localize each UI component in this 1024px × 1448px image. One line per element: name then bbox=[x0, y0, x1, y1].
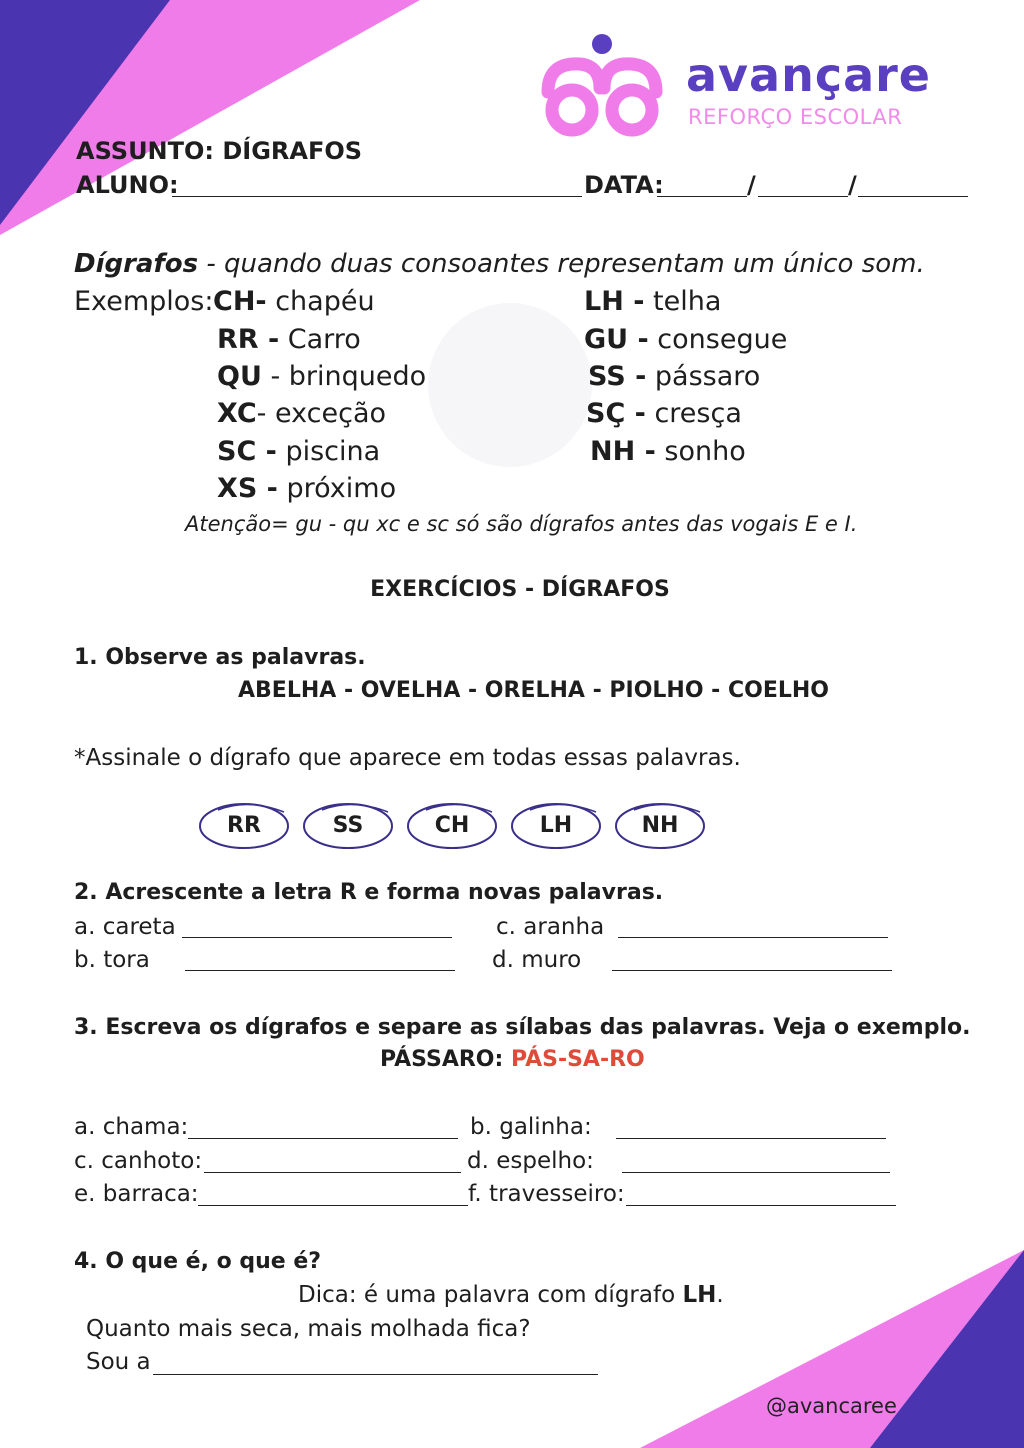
q3-item-d: d. espelho: bbox=[467, 1148, 594, 1174]
date-month-field[interactable] bbox=[758, 196, 848, 197]
example-left-3: QU - brinquedo bbox=[217, 361, 427, 392]
q3-item-b: b. galinha: bbox=[470, 1114, 592, 1140]
q2-item-b: b. tora bbox=[74, 947, 150, 973]
brand-tagline: REFORÇO ESCOLAR bbox=[688, 105, 903, 129]
q2-answer-b[interactable] bbox=[185, 970, 455, 971]
example-left-6: XS - próximo bbox=[217, 473, 397, 504]
date-slash-1: / bbox=[747, 171, 756, 199]
example-right-1: LH - telha bbox=[584, 286, 722, 317]
attention-note: Atenção= gu - qu xc e sc só são dígrafos antes das vogais E e I. bbox=[185, 512, 858, 536]
example-right-5: NH - sonho bbox=[590, 436, 746, 467]
q3-example-word: PÁSSARO: bbox=[380, 1047, 511, 1072]
example-left-5: SC - piscina bbox=[217, 436, 381, 467]
exercises-title: EXERCÍCIOS - DÍGRAFOS bbox=[370, 577, 670, 602]
q3-answer-b[interactable] bbox=[616, 1138, 886, 1139]
q1-words: ABELHA - OVELHA - ORELHA - PIOLHO - COELHO bbox=[238, 678, 829, 703]
example-left-4: XC- exceção bbox=[217, 398, 387, 429]
q3-item-f: f. travesseiro: bbox=[468, 1181, 625, 1207]
examples-label: Exemplos: bbox=[74, 286, 214, 317]
q3-item-a: a. chama: bbox=[74, 1114, 189, 1140]
option-ch[interactable]: CH bbox=[406, 800, 498, 850]
q3-title: 3. Escreva os dígrafos e separe as sílabas das palavras. Veja o exemplo. bbox=[74, 1015, 971, 1040]
logo-mark bbox=[540, 32, 665, 137]
q4-hint: Dica: é uma palavra com dígrafo LH. bbox=[298, 1282, 724, 1308]
definition-text: - quando duas consoantes representam um único som. bbox=[198, 249, 925, 279]
social-handle: @avancaree bbox=[766, 1394, 897, 1418]
date-year-field[interactable] bbox=[858, 196, 968, 197]
example-left-1: CH- chapéu bbox=[213, 286, 375, 317]
definition-term: Dígrafos bbox=[74, 249, 199, 279]
date-slash-2: / bbox=[848, 171, 857, 199]
q3-answer-a[interactable] bbox=[188, 1138, 458, 1139]
q3-example bbox=[380, 1047, 645, 1072]
q2-answer-c[interactable] bbox=[618, 937, 888, 938]
date-day-field[interactable] bbox=[657, 196, 747, 197]
example-right-2: GU - consegue bbox=[584, 324, 788, 355]
q4-answer-label: Sou a bbox=[86, 1349, 151, 1375]
q3-answer-f[interactable] bbox=[626, 1205, 896, 1206]
student-label: ALUNO: bbox=[76, 171, 179, 199]
q2-answer-a[interactable] bbox=[182, 937, 452, 938]
q3-example-answer: PÁS-SA-RO bbox=[510, 1047, 645, 1072]
option-nh[interactable]: NH bbox=[614, 800, 706, 850]
q3-item-c: c. canhoto: bbox=[74, 1148, 203, 1174]
option-ss[interactable]: SS bbox=[302, 800, 394, 850]
q2-answer-d[interactable] bbox=[612, 970, 892, 971]
q2-item-a: a. careta bbox=[74, 914, 176, 940]
faint-watermark-circle bbox=[428, 303, 592, 467]
date-label: DATA: bbox=[584, 171, 664, 199]
q2-title: 2. Acrescente a letra R e forma novas palavras. bbox=[74, 880, 664, 905]
q3-answer-d[interactable] bbox=[622, 1172, 890, 1173]
student-name-field[interactable] bbox=[172, 196, 582, 197]
q3-answer-c[interactable] bbox=[204, 1172, 461, 1173]
q1-instruction: *Assinale o dígrafo que aparece em todas essas palavras. bbox=[74, 745, 741, 771]
q3-item-e: e. barraca: bbox=[74, 1181, 199, 1207]
option-lh[interactable]: LH bbox=[510, 800, 602, 850]
q4-riddle: Quanto mais seca, mais molhada fica? bbox=[86, 1316, 531, 1342]
q1-title: 1. Observe as palavras. bbox=[74, 645, 366, 670]
example-right-4: SÇ - cresça bbox=[586, 398, 742, 429]
q4-answer-field[interactable] bbox=[153, 1374, 598, 1375]
example-right-3: SS - pássaro bbox=[588, 361, 761, 392]
q3-answer-e[interactable] bbox=[198, 1205, 468, 1206]
brand-name: avançare bbox=[686, 48, 932, 102]
q2-item-c: c. aranha bbox=[496, 914, 605, 940]
subject-title: ASSUNTO: DÍGRAFOS bbox=[76, 137, 363, 165]
q2-item-d: d. muro bbox=[492, 947, 582, 973]
q4-title: 4. O que é, o que é? bbox=[74, 1249, 322, 1274]
definition-line bbox=[74, 249, 925, 279]
option-rr[interactable]: RR bbox=[198, 800, 290, 850]
example-left-2: RR - Carro bbox=[217, 324, 361, 355]
